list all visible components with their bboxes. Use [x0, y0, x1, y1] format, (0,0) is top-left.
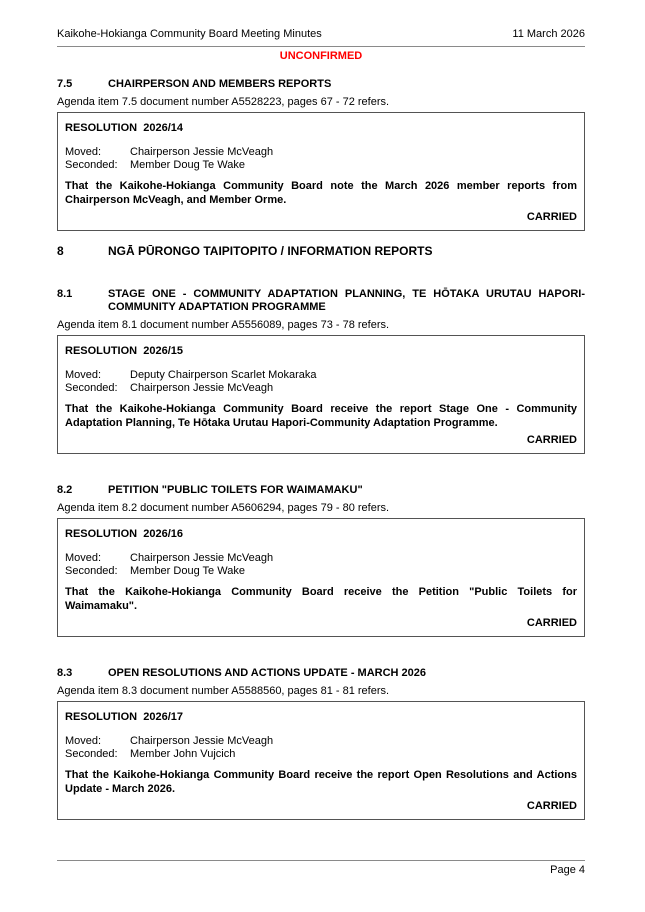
resolution-heading: RESOLUTION 2026/16 [65, 528, 183, 540]
resolution-box [57, 335, 585, 454]
resolution-box [57, 701, 585, 820]
section-number: 8.3 [57, 667, 73, 679]
moved-row [65, 369, 577, 382]
agenda-note: Agenda item 8.3 document number A5588560, pages 81 - 81 refers. [57, 685, 390, 697]
seconded-row [65, 382, 577, 395]
section-heading-8-3 [57, 667, 585, 680]
seconded-row [65, 159, 577, 172]
movers-block [65, 369, 577, 395]
motion-text: That the Kaikohe-Hokianga Community Board receive the report Open Resolutions and Actions Update - March 2026. [65, 769, 577, 795]
section-heading-7-5 [57, 78, 585, 91]
resolution-heading: RESOLUTION 2026/15 [65, 345, 183, 357]
seconded-value: Chairperson Jessie McVeagh [130, 382, 274, 394]
agenda-note: Agenda item 7.5 document number A5528223, pages 67 - 72 refers. [57, 96, 390, 108]
seconded-row [65, 748, 577, 761]
moved-label: Moved: [65, 735, 102, 747]
header-title: Kaikohe-Hokianga Community Board Meeting Minutes [57, 28, 322, 40]
carried-label: CARRIED [526, 800, 577, 812]
motion-text: That the Kaikohe-Hokianga Community Board note the March 2026 member reports from Chairperson McVeagh, and Member Orme. [65, 180, 577, 206]
moved-value: Deputy Chairperson Scarlet Mokaraka [130, 369, 317, 381]
resolution-box [57, 112, 585, 231]
section-number: 8 [57, 244, 64, 258]
motion-text: That the Kaikohe-Hokianga Community Board receive the report Stage One - Community Adaptation Planning, Te Hōtaka Urutau Hapori-Community Adaptation Programme. [65, 403, 577, 429]
seconded-label: Seconded: [65, 748, 118, 760]
carried-label: CARRIED [526, 617, 577, 629]
carried-label: CARRIED [526, 434, 577, 446]
movers-block [65, 552, 577, 578]
section-title: STAGE ONE - COMMUNITY ADAPTATION PLANNING, TE HŌTAKA URUTAU HAPORI-COMMUNITY ADAPTATION PROGRAMME [108, 288, 585, 313]
moved-label: Moved: [65, 552, 102, 564]
moved-row [65, 552, 577, 565]
moved-row [65, 735, 577, 748]
seconded-value: Member John Vujcich [130, 748, 236, 760]
motion-text: That the Kaikohe-Hokianga Community Board receive the Petition "Public Toilets for Waimamaku". [65, 586, 577, 612]
resolution-heading: RESOLUTION 2026/17 [65, 711, 183, 723]
section-title: OPEN RESOLUTIONS AND ACTIONS UPDATE - MARCH 2026 [108, 667, 427, 679]
seconded-label: Seconded: [65, 159, 118, 171]
header-date: 11 March 2026 [512, 28, 585, 40]
page-number: Page 4 [550, 864, 585, 876]
moved-label: Moved: [65, 369, 102, 381]
moved-value: Chairperson Jessie McVeagh [130, 552, 274, 564]
seconded-label: Seconded: [65, 382, 118, 394]
agenda-note: Agenda item 8.2 document number A5606294, pages 79 - 80 refers. [57, 502, 390, 514]
moved-label: Moved: [65, 146, 102, 158]
seconded-label: Seconded: [65, 565, 118, 577]
carried-label: CARRIED [526, 211, 577, 223]
seconded-row [65, 565, 577, 578]
section-number: 8.1 [57, 288, 73, 300]
section-heading-8-2 [57, 484, 585, 497]
page-footer [57, 860, 585, 877]
status-banner: UNCONFIRMED [279, 50, 363, 62]
section-heading-8 [57, 244, 585, 258]
section-title: PETITION "PUBLIC TOILETS FOR WAIMAMAKU" [108, 484, 363, 496]
seconded-value: Member Doug Te Wake [130, 159, 245, 171]
section-number: 7.5 [57, 78, 73, 90]
moved-value: Chairperson Jessie McVeagh [130, 146, 274, 158]
section-number: 8.2 [57, 484, 73, 496]
section-title: CHAIRPERSON AND MEMBERS REPORTS [108, 78, 332, 90]
agenda-note: Agenda item 8.1 document number A5556089, pages 73 - 78 refers. [57, 319, 390, 331]
section-title: NGĀ PŪRONGO TAIPITOPITO / INFORMATION REPORTS [108, 244, 433, 258]
seconded-value: Member Doug Te Wake [130, 565, 245, 577]
section-heading-8-1 [57, 288, 585, 314]
resolution-box [57, 518, 585, 637]
movers-block [65, 735, 577, 761]
movers-block [65, 146, 577, 172]
moved-value: Chairperson Jessie McVeagh [130, 735, 274, 747]
moved-row [65, 146, 577, 159]
page-header [57, 28, 585, 47]
resolution-heading: RESOLUTION 2026/14 [65, 122, 183, 134]
